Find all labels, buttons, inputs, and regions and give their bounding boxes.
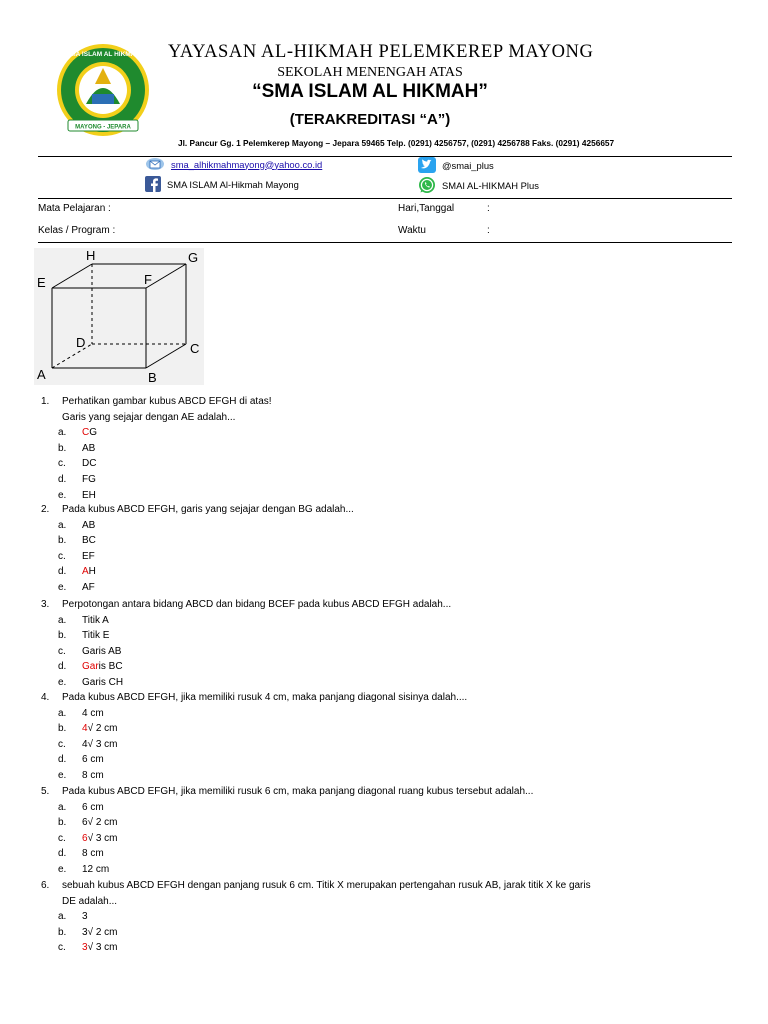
- answer-option[interactable]: [38, 518, 738, 534]
- option-text: [82, 862, 109, 878]
- option-letter: c.: [58, 458, 66, 470]
- option-value: Titik E: [82, 630, 110, 642]
- option-letter: e.: [58, 769, 67, 781]
- answer-option[interactable]: [38, 815, 738, 831]
- school-logo: [48, 42, 158, 138]
- answer-option[interactable]: [38, 456, 738, 472]
- option-text: [82, 456, 96, 472]
- facebook-icon: [145, 176, 161, 192]
- option-text: [82, 425, 97, 441]
- answer-option[interactable]: [38, 909, 738, 925]
- option-text: [82, 800, 104, 816]
- vertex-label-b: B: [148, 370, 157, 385]
- option-letter: b.: [58, 723, 67, 735]
- question-stem: Pada kubus ABCD EFGH, jika memiliki rusuk 4 cm, maka panjang diagonal sisinya dalah....: [62, 692, 468, 703]
- answer-option[interactable]: [38, 831, 738, 847]
- contact-facebook[interactable]: [145, 176, 299, 192]
- option-letter: c.: [58, 550, 66, 562]
- subject-label: Mata Pelajaran :: [38, 203, 111, 214]
- option-value: AB: [82, 519, 96, 531]
- option-letter: d.: [58, 473, 67, 485]
- contact-twitter[interactable]: [418, 157, 494, 173]
- option-letter: a.: [58, 427, 67, 439]
- question-number: 3.: [41, 599, 50, 610]
- vertex-label-g: G: [188, 250, 199, 265]
- option-value: 4 cm: [82, 707, 104, 719]
- option-value: 8 cm: [82, 769, 104, 781]
- option-value: 4√ 3 cm: [82, 738, 118, 750]
- question-stem: Perpotongan antara bidang ABCD dan bidang BCEF pada kubus ABCD EFGH adalah...: [62, 599, 452, 610]
- answer-option[interactable]: [38, 752, 738, 768]
- answer-option[interactable]: [38, 862, 738, 878]
- option-text: [82, 675, 123, 691]
- option-value: G: [89, 427, 98, 439]
- option-value: 6√ 2 cm: [82, 817, 118, 829]
- divider: [38, 156, 732, 157]
- question-stem: sebuah kubus ABCD EFGH dengan panjang rusuk 6 cm. Titik X merupakan pertengahan rusuk AB, jarak titik X ke garis: [62, 880, 591, 891]
- option-letter: c.: [58, 738, 66, 750]
- option-letter: a.: [58, 519, 67, 531]
- answer-option[interactable]: [38, 580, 738, 596]
- question-number: 1.: [41, 396, 50, 407]
- answer-option[interactable]: [38, 675, 738, 691]
- option-text: [82, 549, 95, 565]
- answer-option[interactable]: [38, 441, 738, 457]
- option-letter: a.: [58, 911, 67, 923]
- option-letter: d.: [58, 754, 67, 766]
- accreditation: (TERAKREDITASI “A”): [289, 111, 451, 128]
- question: [38, 690, 738, 784]
- option-letter: d.: [58, 566, 67, 578]
- option-value: Titik A: [82, 614, 109, 626]
- question-number: 5.: [41, 786, 50, 797]
- option-text: [82, 518, 95, 534]
- divider: [38, 242, 732, 243]
- option-text: [82, 752, 104, 768]
- answer-option[interactable]: [38, 564, 738, 580]
- vertex-label-c: C: [190, 341, 200, 356]
- option-letter: e.: [58, 676, 67, 688]
- question: [38, 502, 738, 596]
- vertex-label-f: F: [144, 272, 152, 287]
- whatsapp-icon: [418, 176, 436, 194]
- logo-text-top: SMA ISLAM AL HIKMAH: [65, 51, 141, 58]
- option-letter: b.: [58, 817, 67, 829]
- option-text: [82, 831, 118, 847]
- contact-whatsapp[interactable]: [418, 176, 539, 194]
- option-letter: a.: [58, 614, 67, 626]
- option-value: AF: [82, 581, 95, 593]
- option-letter: c.: [58, 942, 66, 954]
- option-text: [82, 815, 118, 831]
- contact-email[interactable]: [145, 157, 322, 171]
- school-name: “SMA ISLAM AL HIKMAH”: [252, 81, 488, 102]
- option-value: 6 cm: [82, 754, 104, 766]
- time-label: Waktu: [398, 225, 426, 236]
- vertex-label-h: H: [86, 248, 96, 263]
- answer-option[interactable]: [38, 768, 738, 784]
- answer-option[interactable]: [38, 721, 738, 737]
- option-text: [82, 659, 123, 675]
- option-value: 8 cm: [82, 848, 104, 860]
- day-date-colon: :: [487, 203, 490, 214]
- answer-option[interactable]: [38, 737, 738, 753]
- answer-option[interactable]: [38, 533, 738, 549]
- option-text: [82, 644, 121, 660]
- vertex-label-d: D: [76, 335, 86, 350]
- answer-option[interactable]: [38, 940, 738, 956]
- option-text: [82, 706, 104, 722]
- option-letter: e.: [58, 489, 67, 501]
- option-letter: c.: [58, 832, 66, 844]
- school-address: Jl. Pancur Gg. 1 Pelemkerep Mayong – Jepara 59465 Telp. (0291) 4256757, (0291) 4256788 Faks. (0291) 4256657: [178, 138, 615, 148]
- time-colon: :: [487, 225, 490, 236]
- option-text: [82, 472, 96, 488]
- question-number: 4.: [41, 692, 50, 703]
- answer-option[interactable]: [38, 659, 738, 675]
- twitter-handle: @smai_plus: [442, 159, 494, 171]
- answer-option[interactable]: [38, 846, 738, 862]
- answer-mark: Gar: [82, 661, 99, 673]
- option-value: H: [88, 566, 96, 578]
- option-text: [82, 925, 118, 941]
- option-value: √ 3 cm: [87, 942, 118, 954]
- vertex-label-e: E: [37, 275, 46, 290]
- option-text: [82, 721, 118, 737]
- answer-option[interactable]: [38, 488, 738, 504]
- option-letter: e.: [58, 863, 67, 875]
- question-stem: DE adalah...: [62, 895, 118, 907]
- answer-mark: A: [82, 566, 89, 578]
- option-text: [82, 909, 88, 925]
- answer-option[interactable]: [38, 628, 738, 644]
- email-icon: [145, 157, 165, 171]
- logo-text-bottom: MAYONG - JEPARA: [75, 124, 131, 131]
- answer-mark: C: [82, 427, 90, 439]
- question-stem: Pada kubus ABCD EFGH, jika memiliki rusuk 6 cm, maka panjang diagonal ruang kubus tersebut adalah...: [62, 786, 534, 797]
- option-letter: c.: [58, 645, 66, 657]
- option-value: BC: [82, 535, 96, 547]
- divider: [38, 198, 732, 199]
- question: [38, 597, 738, 691]
- option-letter: b.: [58, 630, 67, 642]
- answer-mark: 6: [82, 832, 88, 844]
- option-value: AB: [82, 442, 96, 454]
- option-letter: e.: [58, 581, 67, 593]
- option-value: DC: [82, 458, 97, 470]
- cube-figure: [34, 248, 204, 385]
- email-link[interactable]: sma_alhikmahmayong@yahoo.co.id: [171, 158, 323, 170]
- option-text: [82, 940, 118, 956]
- option-value: 3: [82, 911, 88, 923]
- option-value: EH: [82, 489, 96, 501]
- option-value: √ 3 cm: [87, 832, 118, 844]
- option-value: FG: [82, 473, 96, 485]
- option-value: Garis AB: [82, 645, 122, 657]
- option-value: is BC: [98, 661, 123, 673]
- answer-option[interactable]: [38, 549, 738, 565]
- option-letter: a.: [58, 707, 67, 719]
- twitter-icon: [418, 157, 436, 173]
- option-letter: b.: [58, 442, 67, 454]
- vertex-label-a: A: [37, 367, 46, 382]
- option-letter: b.: [58, 535, 67, 547]
- answer-option[interactable]: [38, 706, 738, 722]
- option-letter: d.: [58, 661, 67, 673]
- answer-mark: 3: [82, 942, 88, 954]
- answer-option[interactable]: [38, 425, 738, 441]
- option-value: 12 cm: [82, 863, 110, 875]
- option-text: [82, 564, 96, 580]
- option-text: [82, 441, 95, 457]
- foundation-name: YAYASAN AL-HIKMAH PELEMKEREP MAYONG: [168, 42, 594, 62]
- day-date-label: Hari,Tanggal: [398, 203, 455, 214]
- question: [38, 784, 738, 878]
- school-level: SEKOLAH MENENGAH ATAS: [277, 65, 463, 80]
- option-text: [82, 613, 109, 629]
- option-text: [82, 846, 104, 862]
- option-letter: a.: [58, 801, 67, 813]
- option-value: 3√ 2 cm: [82, 926, 118, 938]
- option-text: [82, 580, 95, 596]
- facebook-name: SMA ISLAM Al-Hikmah Mayong: [167, 178, 299, 190]
- option-letter: b.: [58, 926, 67, 938]
- letterhead: [38, 40, 732, 160]
- answer-option[interactable]: [38, 644, 738, 660]
- question-stem: Pada kubus ABCD EFGH, garis yang sejajar dengan BG adalah...: [62, 504, 354, 515]
- option-text: [82, 768, 104, 784]
- answer-option[interactable]: [38, 800, 738, 816]
- question-stem: Garis yang sejajar dengan AE adalah...: [62, 411, 236, 423]
- answer-option[interactable]: [38, 613, 738, 629]
- option-value: √ 2 cm: [87, 723, 118, 735]
- option-text: [82, 628, 109, 644]
- option-text: [82, 737, 118, 753]
- option-letter: d.: [58, 848, 67, 860]
- whatsapp-name: SMAI AL-HIKMAH Plus: [442, 179, 539, 191]
- question-number: 6.: [41, 880, 50, 891]
- option-value: Garis CH: [82, 676, 124, 688]
- question: [38, 394, 738, 503]
- answer-option[interactable]: [38, 472, 738, 488]
- answer-mark: 4: [82, 723, 88, 735]
- question: [38, 878, 738, 956]
- question-stem: Perhatikan gambar kubus ABCD EFGH di atas!: [62, 396, 272, 407]
- option-text: [82, 488, 96, 504]
- answer-option[interactable]: [38, 925, 738, 941]
- question-number: 2.: [41, 504, 50, 515]
- option-value: 6 cm: [82, 801, 104, 813]
- class-label: Kelas / Program :: [38, 225, 116, 236]
- option-text: [82, 533, 96, 549]
- option-value: EF: [82, 550, 95, 562]
